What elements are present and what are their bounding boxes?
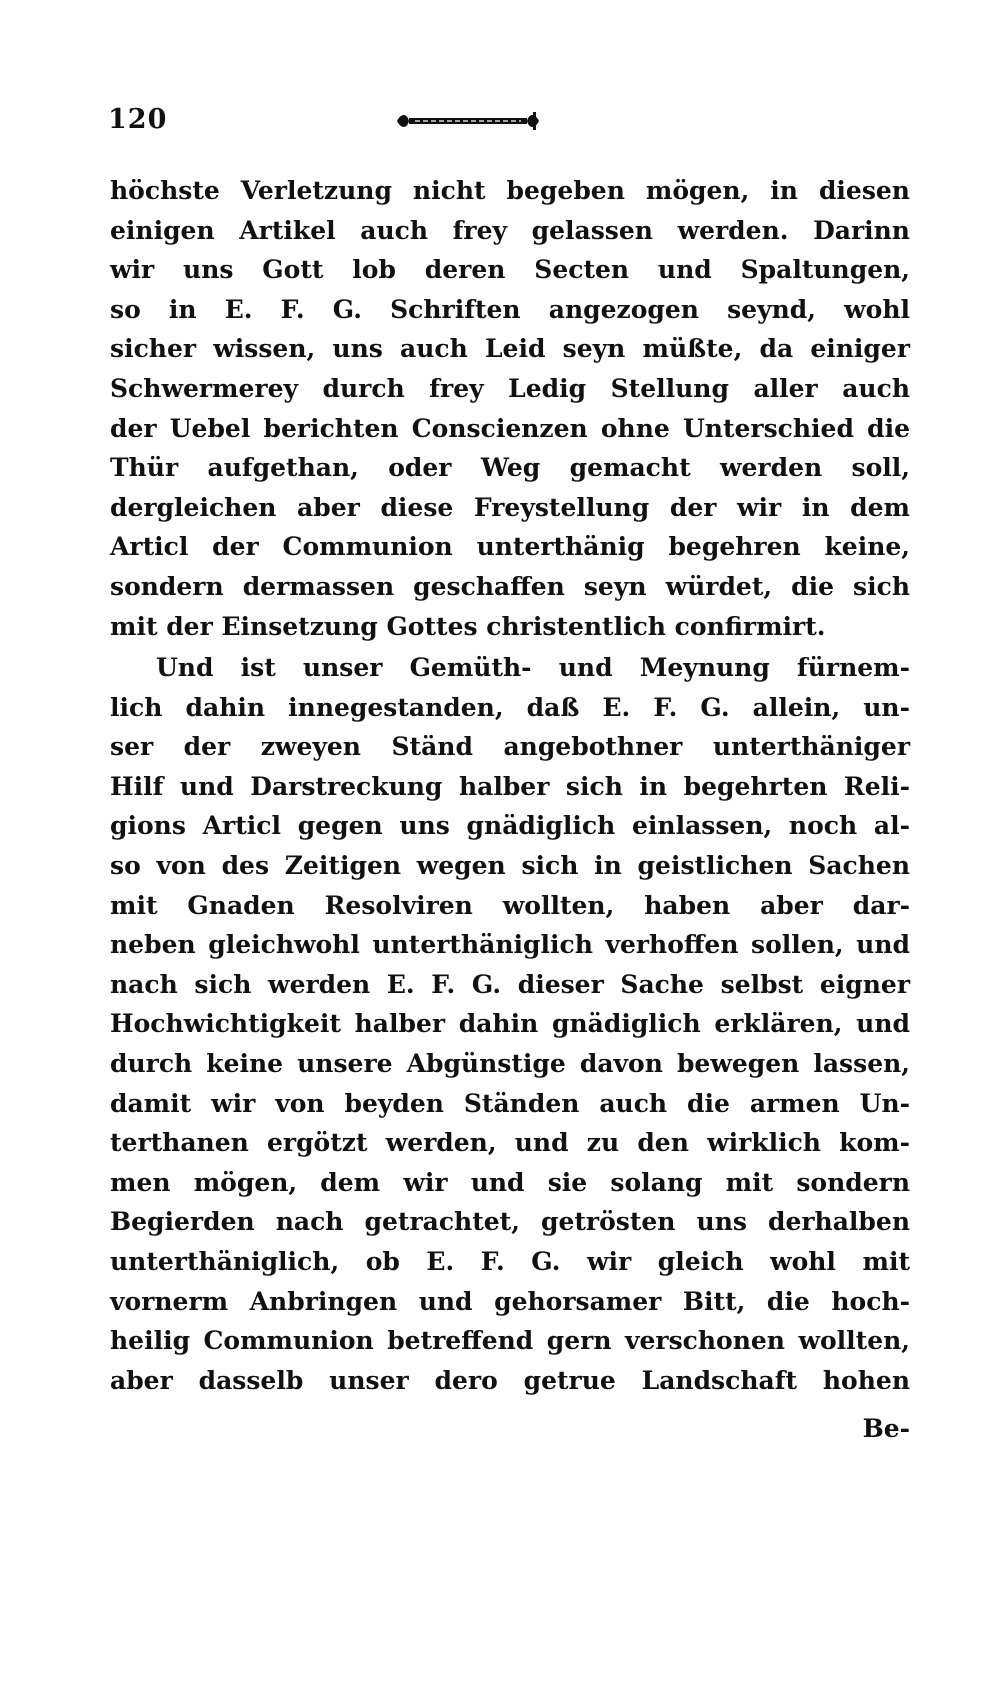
text-line: aber dasselb unser dero getrue Landschaft hohen <box>110 1365 910 1395</box>
text-line: so in E. F. G. Schriften angezogen seynd, wohl <box>110 294 910 324</box>
text-line: Thür aufgethan, oder Weg gemacht werden soll, <box>110 453 910 483</box>
text-line: Begierden nach getrachtet, getrösten uns derhalben <box>110 1207 910 1237</box>
text-line: der Uebel berichten Conscienzen ohne Unterschied die <box>110 413 910 443</box>
text-line: so von des Zeitigen wegen sich in geistlichen Sachen <box>110 850 910 880</box>
text-line: mit Gnaden Resolviren wollten, haben aber dar- <box>110 890 910 920</box>
text-line: Articl der Communion unterthänig begehren keine, <box>110 532 910 562</box>
text-line: sicher wissen, uns auch Leid seyn müßte, da einiger <box>110 334 910 364</box>
page-header <box>108 104 548 144</box>
text-line: durch keine unsere Abgünstige davon bewegen lassen, <box>110 1048 910 1078</box>
page-number: 120 <box>108 104 168 135</box>
catchword: Be- <box>862 1414 910 1443</box>
text-line: men mögen, dem wir und sie solang mit sondern <box>110 1167 910 1197</box>
text-line: nach sich werden E. F. G. dieser Sache selbst eigner <box>110 969 910 999</box>
text-line: terthanen ergötzt werden, und zu den wirklich kom- <box>110 1128 910 1158</box>
text-line: sondern dermassen geschaffen seyn würdet, die sich <box>110 571 910 601</box>
text-line: lich dahin innegestanden, daß E. F. G. allein, un- <box>110 692 910 722</box>
paragraph-1 <box>110 171 910 646</box>
text-line: ser der zweyen Ständ angebothner unterthäniger <box>110 732 910 762</box>
text-line: dergleichen aber diese Freystellung der wir in dem <box>110 492 910 522</box>
text-line: einigen Artikel auch frey gelassen werden. Darinn <box>110 215 910 245</box>
text-line: wir uns Gott lob deren Secten und Spaltungen, <box>110 255 910 285</box>
text-line: Hilf und Darstreckung halber sich in begehrten Reli- <box>110 771 910 801</box>
text-line: mit der Einsetzung Gottes christentlich confirmirt. <box>110 611 826 641</box>
text-line: heilig Communion betreffend gern verschonen wollten, <box>110 1326 910 1356</box>
text-line: gions Articl gegen uns gnädiglich einlassen, noch al- <box>110 811 910 841</box>
text-line: vornerm Anbringen und gehorsamer Bitt, die hoch- <box>110 1286 910 1316</box>
text-line: Hochwichtigkeit halber dahin gnädiglich erklären, und <box>110 1009 910 1039</box>
text-line: damit wir von beyden Ständen auch die armen Un- <box>110 1088 910 1118</box>
text-line: Und ist unser Gemüth- und Meynung fürnem- <box>156 653 910 682</box>
text-line: höchste Verletzung nicht begeben mögen, in diesen <box>110 176 910 205</box>
text-line: neben gleichwohl unterthäniglich verhoffen sollen, und <box>110 930 910 960</box>
text-line: unterthäniglich, ob E. F. G. wir gleich wohl mit <box>110 1246 910 1276</box>
paragraph-2 <box>110 648 910 1400</box>
ornament-rule-icon <box>393 108 543 134</box>
text-line: Schwermerey durch frey Ledig Stellung aller auch <box>110 373 910 403</box>
